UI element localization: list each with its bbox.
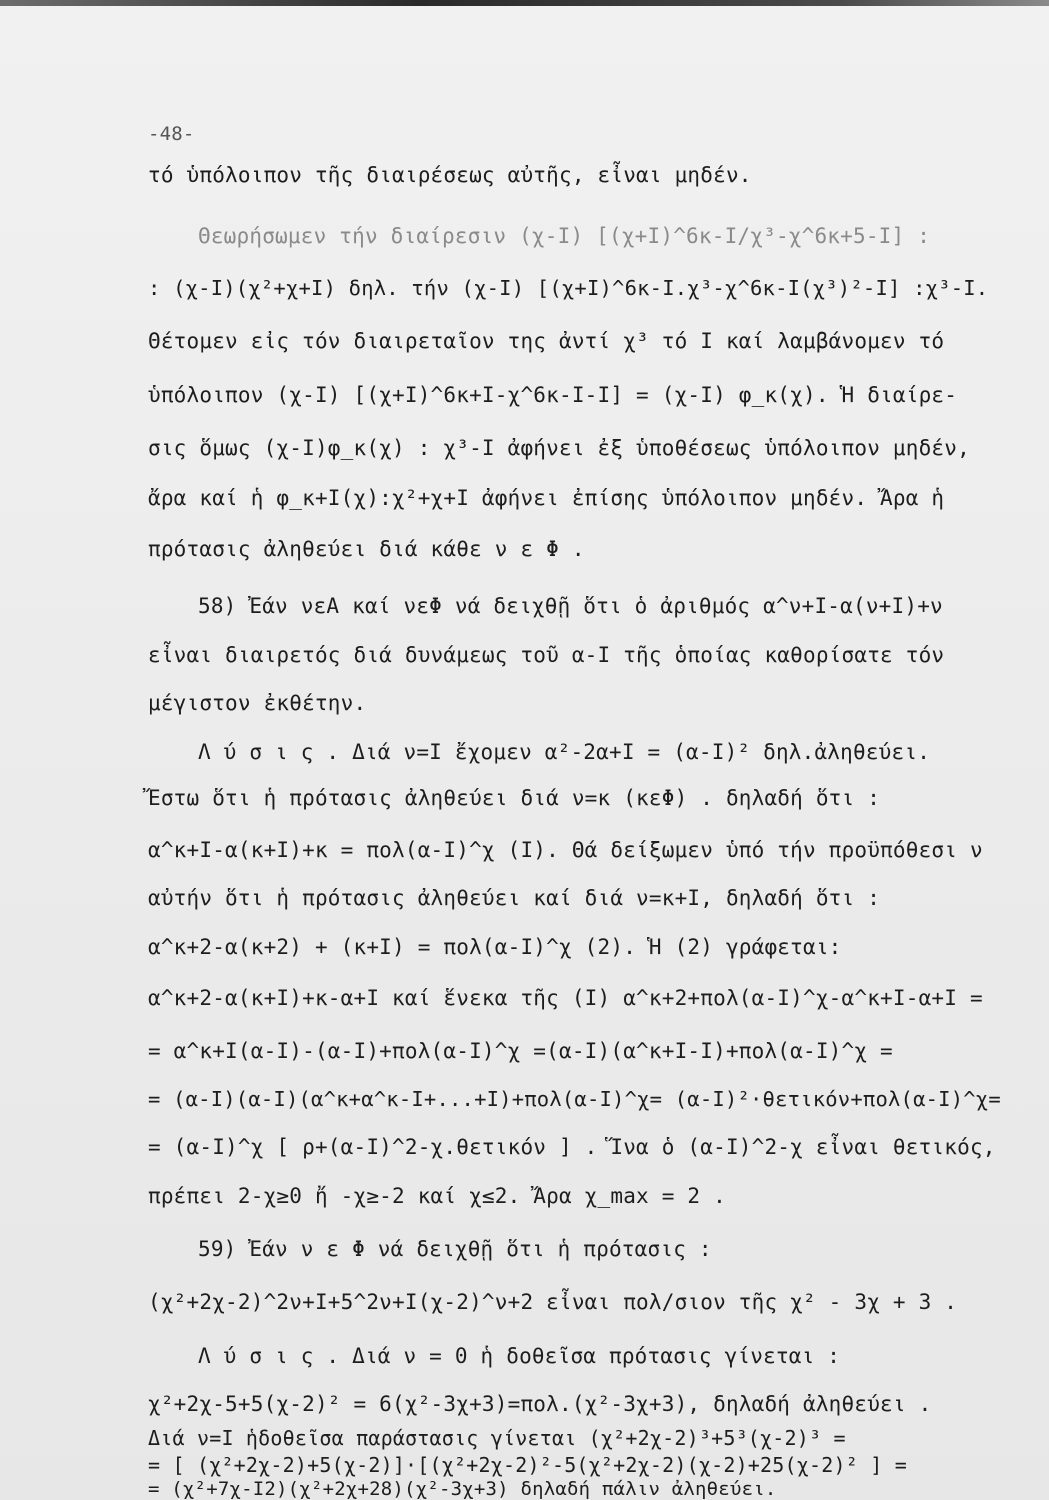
text-line: 58) Ἐάν νεΑ καί νεΦ νά δειχθῇ ὅτι ὁ ἀριθμός α^ν+Ι-α(ν+Ι)+ν [198, 594, 943, 618]
text-line: = (χ²+7χ-Ι2)(χ²+2χ+28)(χ²-3χ+3) δηλαδή πάλιν ἀληθεύει. [148, 1478, 777, 1500]
text-line: Θεωρήσωμεν τήν διαίρεσιν (χ-Ι) [(χ+Ι)^6κ-Ι/χ³-χ^6κ+5-Ι] : [198, 224, 931, 248]
text-line: εἶναι διαιρετός διά δυνάμεως τοῦ α-Ι τῆς ὁποίας καθορίσατε τόν [148, 643, 945, 667]
text-line: πρότασις ἀληθεύει διά κάθε ν ε Φ . [148, 537, 585, 561]
text-line: Λ ύ σ ι ς . Διά ν = 0 ἡ δοθεῖσα πρότασις γίνεται : [198, 1344, 841, 1368]
text-line: = [ (χ²+2χ-2)+5(χ-2)]·[(χ²+2χ-2)²-5(χ²+2χ-2)(χ-2)+25(χ-2)² ] = [148, 1453, 907, 1477]
text-line: χ²+2χ-5+5(χ-2)² = 6(χ²-3χ+3)=πολ.(χ²-3χ+3), δηλαδή ἀληθεύει . [148, 1392, 932, 1416]
page-number: -48- [148, 123, 195, 145]
text-line: : (χ-Ι)(χ²+χ+Ι) δηλ. τήν (χ-Ι) [(χ+Ι)^6κ-Ι.χ³-χ^6κ-Ι(χ³)²-Ι] :χ³-Ι. [148, 276, 989, 300]
text-line: α^κ+2-α(κ+2) + (κ+Ι) = πολ(α-Ι)^χ (2). Ἡ (2) γράφεται: [148, 935, 842, 959]
text-line: = α^κ+Ι(α-Ι)-(α-Ι)+πολ(α-Ι)^χ =(α-Ι)(α^κ+Ι-Ι)+πολ(α-Ι)^χ = [148, 1039, 893, 1063]
text-line: αὐτήν ὅτι ἡ πρότασις ἀληθεύει καί διά ν=κ+Ι, δηλαδή ὅτι : [148, 886, 881, 910]
text-line: α^κ+Ι-α(κ+Ι)+κ = πολ(α-Ι)^χ (Ι). Θά δείξωμεν ὑπό τήν προϋπόθεσι ν [148, 838, 983, 862]
text-line: = (α-Ι)(α-Ι)(α^κ+α^κ-Ι+...+Ι)+πολ(α-Ι)^χ= (α-Ι)²·θετικόν+πολ(α-Ι)^χ= [148, 1087, 1001, 1111]
text-line: 59) Ἐάν ν ε Φ νά δειχθῇ ὅτι ἡ πρότασις : [198, 1237, 712, 1261]
text-line: μέγιστον ἐκθέτην. [148, 691, 367, 715]
text-line: Ἔστω ὅτι ἡ πρότασις ἀληθεύει διά ν=κ (κεΦ) . δηλαδή ὅτι : [148, 786, 881, 810]
text-line: ἄρα καί ἡ φ_κ+Ι(χ):χ²+χ+Ι ἀφήνει ἐπίσης ὑπόλοιπον μηδέν. Ἄρα ἡ [148, 486, 945, 510]
text-line: α^κ+2-α(κ+Ι)+κ-α+Ι καί ἕνεκα τῆς (Ι) α^κ+2+πολ(α-Ι)^χ-α^κ+Ι-α+Ι = [148, 986, 983, 1010]
text-line: (χ²+2χ-2)^2ν+Ι+5^2ν+Ι(χ-2)^ν+2 εἶναι πολ/σιον τῆς χ² - 3χ + 3 . [148, 1290, 958, 1314]
text-line: ὑπόλοιπον (χ-Ι) [(χ+Ι)^6κ+Ι-χ^6κ-Ι-Ι] = (χ-Ι) φ_κ(χ). Ἡ διαίρε- [148, 383, 958, 407]
text-line: Λ ύ σ ι ς . Διά ν=Ι ἔχομεν α²-2α+Ι = (α-Ι)² δηλ.ἀληθεύει. [198, 740, 931, 764]
text-line: σις ὅμως (χ-Ι)φ_κ(χ) : χ³-Ι ἀφήνει ἐξ ὑποθέσεως ὑπόλοιπον μηδέν, [148, 436, 970, 460]
text-line: πρέπει 2-χ≥0 ἤ -χ≥-2 καί χ≤2. Ἄρα χ_max = 2 . [148, 1184, 726, 1208]
text-line: τό ὑπόλοιπον τῆς διαιρέσεως αὐτῆς, εἶναι μηδέν. [148, 163, 752, 187]
text-line: Θέτομεν εἰς τόν διαιρεταῖον της ἀντί χ³ τό Ι καί λαμβάνομεν τό [148, 329, 945, 353]
scan-top-edge [0, 0, 1049, 6]
text-line: Διά ν=Ι ἡδοθεῖσα παράστασις γίνεται (χ²+2χ-2)³+5³(χ-2)³ = [148, 1426, 846, 1450]
text-line: = (α-Ι)^χ [ ρ+(α-Ι)^2-χ.θετικόν ] . Ἵνα ὁ (α-Ι)^2-χ εἶναι θετικός, [148, 1135, 996, 1159]
